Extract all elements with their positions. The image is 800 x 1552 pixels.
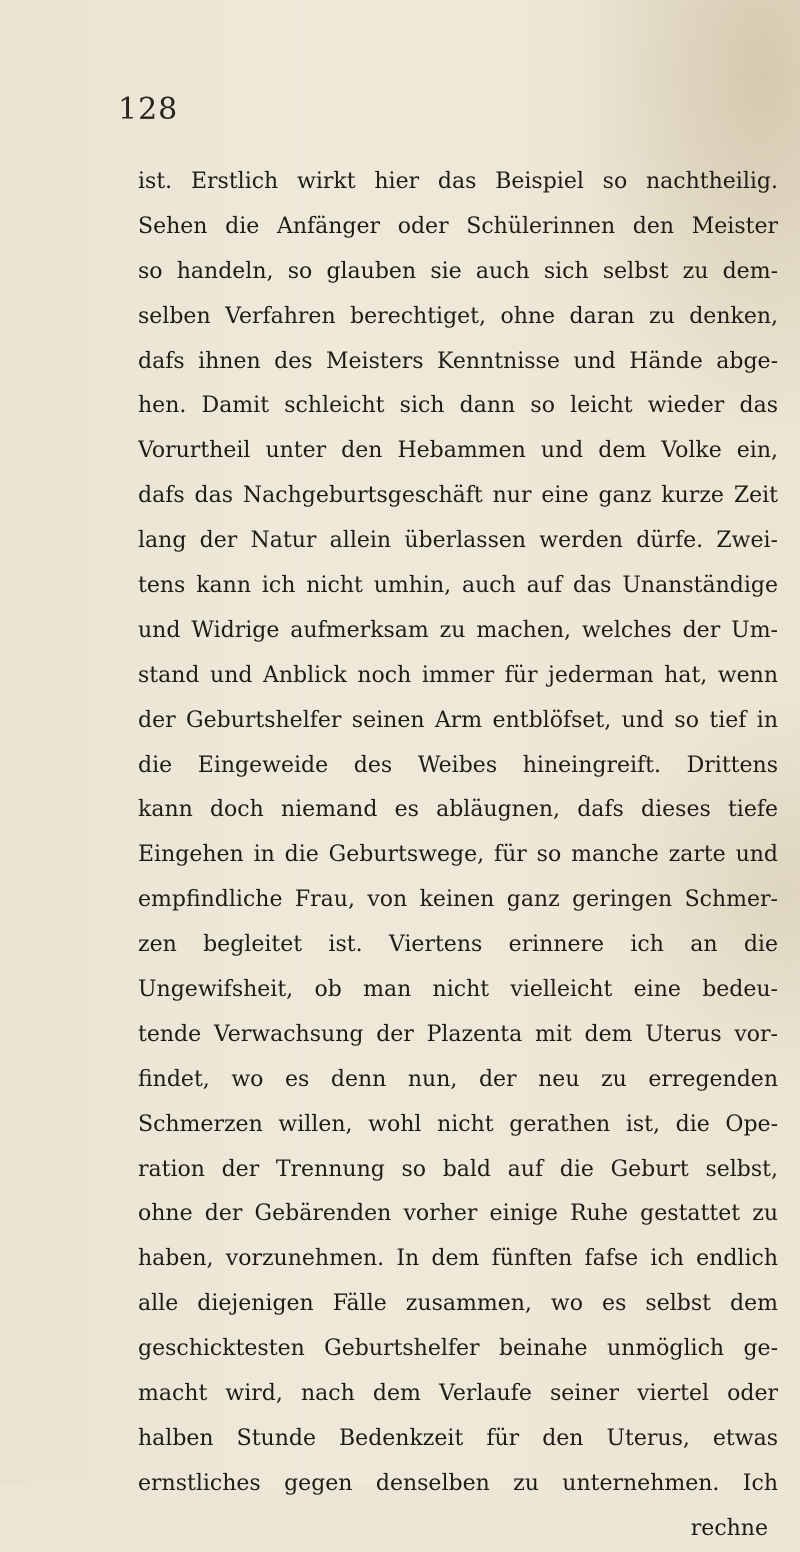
text-line: lang der Natur allein überlassen werden dürfe. Zwei- (138, 528, 778, 554)
text-line: Eingehen in die Geburtswege, für so manche zarte und (138, 842, 778, 868)
text-line: die Eingeweide des Weibes hineingreift. Drittens (138, 752, 778, 778)
body-text (138, 160, 778, 1552)
text-line: zen begleitet ist. Viertens erinnere ich an die (138, 932, 778, 958)
text-line: ernstliches gegen denselben zu unternehmen. Ich (138, 1470, 778, 1496)
text-line: halben Stunde Bedenkzeit für den Uterus, etwas (138, 1425, 778, 1451)
text-line: Vorurtheil unter den Hebammen und dem Volke ein, (138, 438, 778, 464)
text-line: tens kann ich nicht umhin, auch auf das Unanständige (138, 573, 778, 599)
catchword: rechne (690, 1515, 768, 1541)
text-line: empfindliche Frau, von keinen ganz geringen Schmer- (138, 887, 778, 913)
text-line: Ungewifsheit, ob man nicht vielleicht eine bedeu- (138, 977, 778, 1003)
text-line: hen. Damit schleicht sich dann so leicht wieder das (138, 393, 778, 419)
text-line: alle diejenigen Fälle zusammen, wo es selbst dem (138, 1291, 778, 1317)
text-line: dafs das Nachgeburtsgeschäft nur eine ganz kurze Zeit (138, 483, 778, 509)
text-line: ist. Erstlich wirkt hier das Beispiel so nachtheilig. (138, 169, 778, 194)
text-line: geschicktesten Geburtshelfer beinahe unmöglich ge- (138, 1336, 778, 1362)
text-line: so handeln, so glauben sie auch sich selbst zu dem- (138, 258, 778, 284)
text-line: Schmerzen willen, wohl nicht gerathen ist, die Ope- (138, 1111, 778, 1137)
text-line: kann doch niemand es abläugnen, dafs dieses tiefe (138, 797, 778, 823)
page-number: 128 (118, 92, 179, 127)
text-line: ration der Trennung so bald auf die Geburt selbst, (138, 1156, 778, 1182)
text-line: tende Verwachsung der Plazenta mit dem Uterus vor- (138, 1021, 778, 1047)
text-line: ohne der Gebärenden vorher einige Ruhe gestattet zu (138, 1201, 778, 1227)
text-line: macht wird, nach dem Verlaufe seiner viertel oder (138, 1381, 778, 1407)
text-line: dafs ihnen des Meisters Kenntnisse und Hände abge- (138, 348, 778, 374)
text-line: und Widrige aufmerksam zu machen, welches der Um- (138, 617, 778, 643)
text-line: haben, vorzunehmen. In dem fünften fafse ich endlich (138, 1246, 778, 1272)
text-line: selben Verfahren berechtiget, ohne daran zu denken, (138, 303, 778, 329)
text-line: findet, wo es denn nun, der neu zu erregenden (138, 1066, 778, 1092)
text-line: Sehen die Anfänger oder Schülerinnen den Meister (138, 213, 778, 239)
text-line: stand und Anblick noch immer für jederman hat, wenn (138, 662, 778, 688)
text-line: der Geburtshelfer seinen Arm entblöfset, und so tief in (138, 707, 778, 733)
